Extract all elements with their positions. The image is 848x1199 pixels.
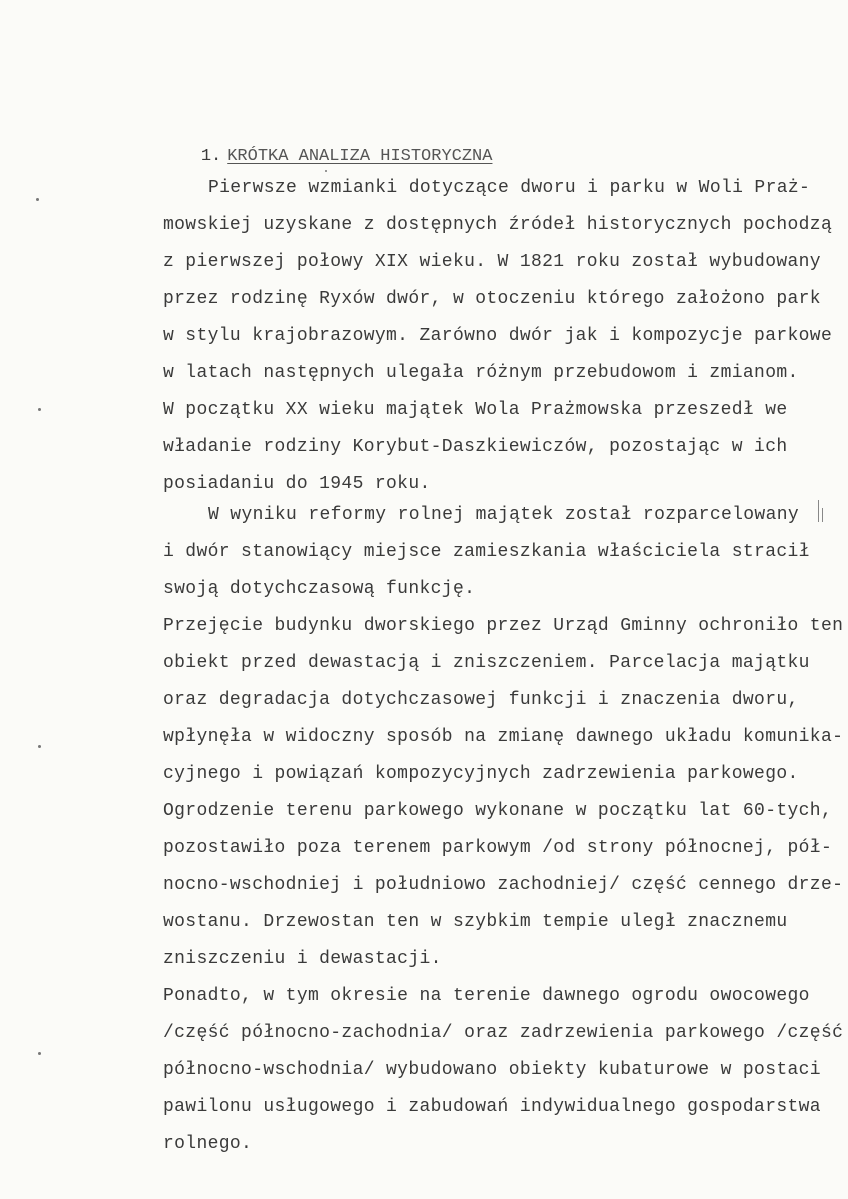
text-line: północno-wschodnia/ wybudowano obiekty kubaturowe w postaci xyxy=(163,1060,821,1080)
text-line: obiekt przed dewastacją i zniszczeniem. Parcelacja majątku xyxy=(163,653,810,673)
text-line: /część północno-zachodnia/ oraz zadrzewienia parkowego /część xyxy=(163,1023,844,1043)
margin-mark xyxy=(822,508,823,522)
text-line: W początku XX wieku majątek Wola Prażmowska przeszedł we xyxy=(163,400,788,420)
text-line: oraz degradacja dotychczasowej funkcji i znaczenia dworu, xyxy=(163,690,799,710)
section-number: 1. xyxy=(200,147,222,166)
text-line: Ogrodzenie terenu parkowego wykonane w początku lat 60-tych, xyxy=(163,801,833,821)
text-line: zniszczeniu i dewastacji. xyxy=(163,949,442,969)
scan-speck xyxy=(38,745,41,748)
text-line: przez rodzinę Ryxów dwór, w otoczeniu którego założono park xyxy=(163,289,821,309)
text-line: pozostawiło poza terenem parkowym /od strony północnej, pół- xyxy=(163,838,833,858)
text-line: nocno-wschodniej i południowo zachodniej/ część cennego drze- xyxy=(163,875,844,895)
section-heading xyxy=(160,128,492,185)
text-line: posiadaniu do 1945 roku. xyxy=(163,474,431,494)
text-line: w latach następnych ulegała różnym przebudowom i zmianom. xyxy=(163,363,799,383)
text-line: władanie rodziny Korybut-Daszkiewiczów, pozostając w ich xyxy=(163,437,788,457)
margin-mark xyxy=(818,500,819,522)
text-line: rolnego. xyxy=(163,1134,253,1154)
text-line: mowskiej uzyskane z dostępnych źródeł historycznych pochodzą xyxy=(163,215,833,235)
text-line: i dwór stanowiący miejsce zamieszkania właściciela stracił xyxy=(163,542,810,562)
scan-speck xyxy=(38,1052,41,1055)
section-title: KRÓTKA ANALIZA HISTORYCZNA xyxy=(227,147,493,166)
text-line: wpłynęła w widoczny sposób na zmianę dawnego układu komunika- xyxy=(163,727,844,747)
scan-speck xyxy=(325,170,327,172)
text-line: swoją dotychczasową funkcję. xyxy=(163,579,476,599)
text-line: Pierwsze wzmianki dotyczące dworu i parku w Woli Praż- xyxy=(208,178,811,198)
scan-speck xyxy=(36,198,39,201)
text-line: Przejęcie budynku dworskiego przez Urząd Gminny ochroniło ten xyxy=(163,616,844,636)
text-line: z pierwszej połowy XIX wieku. W 1821 roku został wybudowany xyxy=(163,252,821,272)
text-line: cyjnego i powiązań kompozycyjnych zadrzewienia parkowego. xyxy=(163,764,799,784)
text-line: w stylu krajobrazowym. Zarówno dwór jak i kompozycje parkowe xyxy=(163,326,833,346)
text-line: Ponadto, w tym okresie na terenie dawnego ogrodu owocowego xyxy=(163,986,810,1006)
text-line: W wyniku reformy rolnej majątek został rozparcelowany xyxy=(208,505,800,525)
scan-speck xyxy=(38,408,41,411)
text-line: pawilonu usługowego i zabudowań indywidualnego gospodarstwa xyxy=(163,1097,821,1117)
text-line: wostanu. Drzewostan ten w szybkim tempie uległ znacznemu xyxy=(163,912,788,932)
